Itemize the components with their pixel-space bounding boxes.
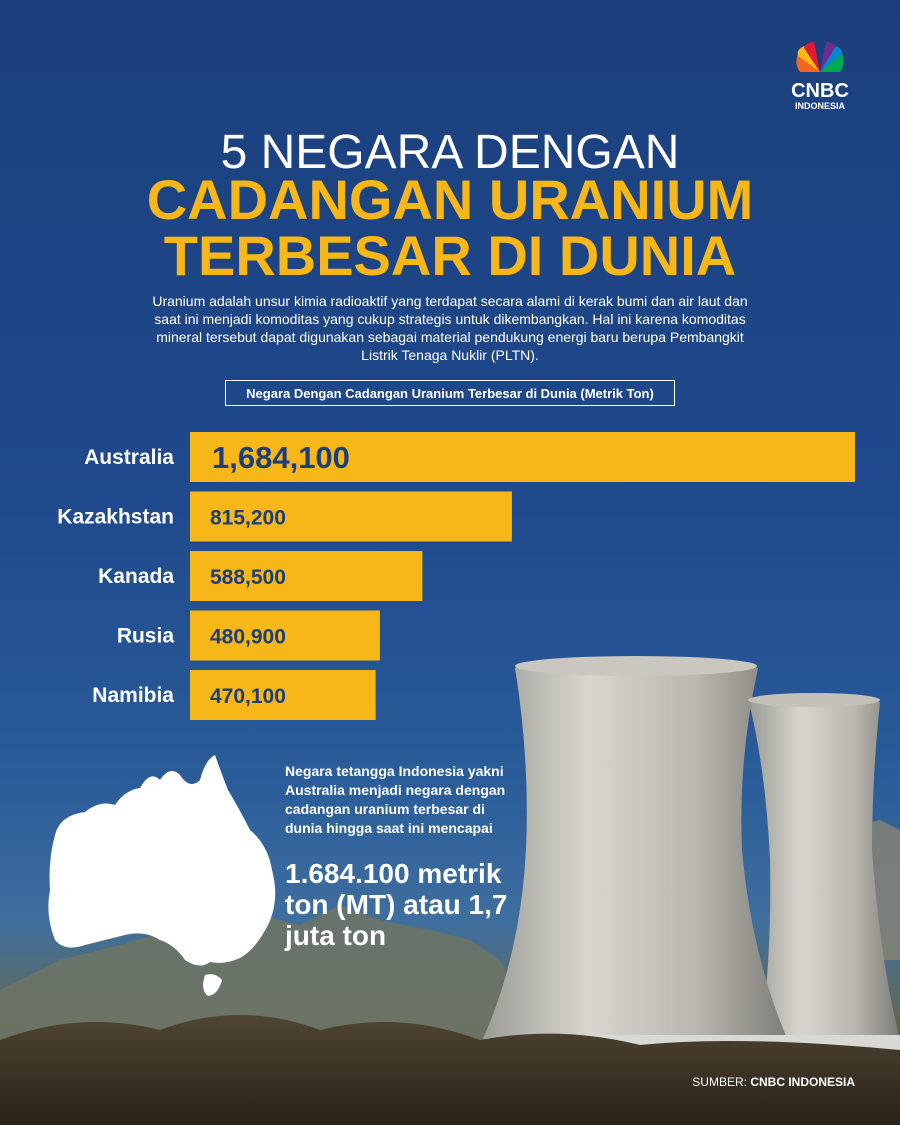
source-value: CNBC INDONESIA — [750, 1075, 855, 1089]
value-label-kazakhstan: 815,200 — [210, 506, 286, 530]
source-label: SUMBER: — [692, 1075, 747, 1089]
page-title-line2: CADANGAN URANIUM — [146, 168, 754, 231]
brand-name: CNBC — [791, 80, 849, 102]
source-note — [560, 1074, 855, 1090]
chart-title: Negara Dengan Cadangan Uranium Terbesar di Dunia (Metrik Ton) — [225, 380, 675, 406]
value-label-australia: 1,684,100 — [212, 440, 350, 475]
category-label-kanada: Kanada — [98, 565, 174, 588]
value-label-rusia: 480,900 — [210, 625, 286, 649]
bar-chart — [0, 425, 900, 725]
peacock-icon — [790, 40, 850, 74]
value-label-kanada: 588,500 — [210, 566, 286, 589]
page-title-line3: TERBESAR DI DUNIA — [163, 224, 737, 287]
intro-paragraph: Uranium adalah unsur kimia radioaktif yang terdapat secara alami di kerak bumi dan air laut dan saat ini menjadi komoditas yang cukup strategis untuk dikembangkan. Hal ini karena komoditas mineral tersebut dapat digunakan sebagai material pendukung energi baru berupa Pembangkit Listrik Tenaga Nuklir (PLTN). — [152, 293, 748, 363]
category-label-australia: Australia — [84, 446, 174, 469]
callout-highlight: 1.684.100 metrik ton (MT) atau 1,7 juta ton — [285, 858, 508, 951]
category-label-rusia: Rusia — [116, 624, 174, 648]
category-label-kazakhstan: Kazakhstan — [57, 505, 174, 529]
brand-subtitle: INDONESIA — [794, 101, 845, 111]
callout-text: Negara tetangga Indonesia yakni Australia menjadi negara dengan cadangan uranium terbesar di dunia hingga saat ini mencapai — [285, 763, 506, 836]
value-label-namibia: 470,100 — [210, 685, 286, 708]
page-title-line1: 5 NEGARA DENGAN — [220, 126, 680, 179]
cnbc-logo — [780, 40, 860, 110]
category-label-namibia: Namibia — [92, 684, 174, 707]
